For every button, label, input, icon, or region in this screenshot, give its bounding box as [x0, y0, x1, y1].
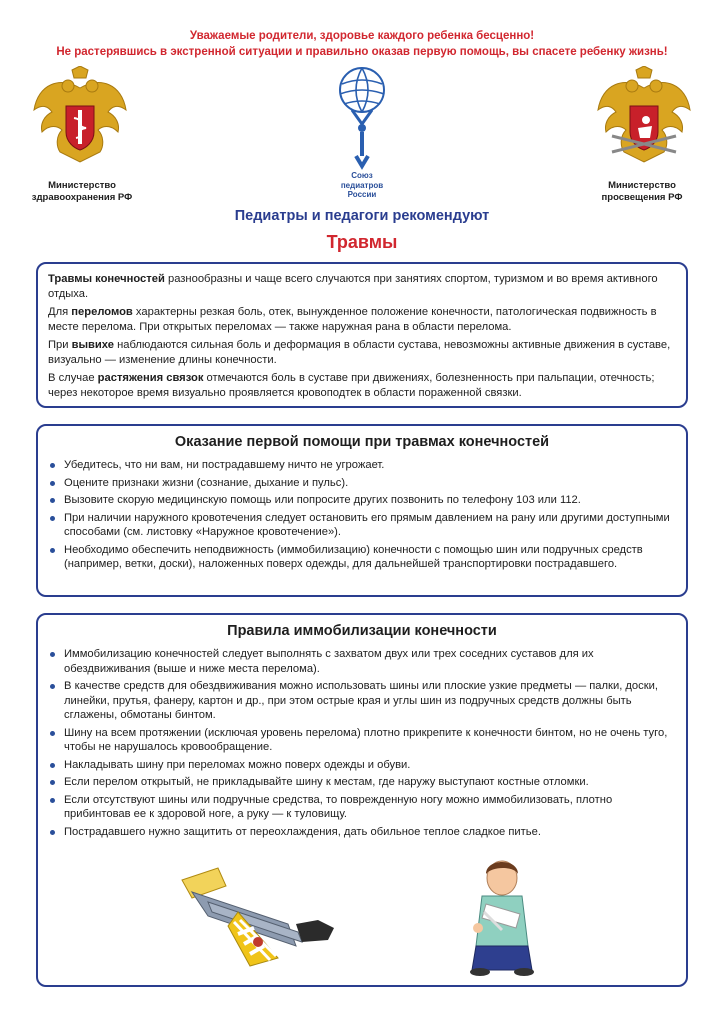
bullet-icon — [50, 731, 55, 736]
ministry-education-label: Министерство просвещения РФ — [601, 180, 683, 203]
list-item: Если отсутствуют шины или подручные средства, то поврежденную ногу можно иммобилизовать, плотно прибинтовав ее к здоровой ноге, а руку — к туловищу. — [48, 793, 676, 822]
immobilization-title: Правила иммобилизации конечности — [227, 623, 497, 639]
union-pediatricians-label: Союз педиатров России — [340, 171, 384, 199]
list-item: Пострадавшего нужно защитить от переохлаждения, дать обильное теплое сладкое питье. — [48, 825, 676, 840]
child-arm-sling-illustration-icon — [462, 856, 542, 978]
bullet-icon — [50, 516, 55, 521]
list-item: Иммобилизацию конечностей следует выполнять с захватом двух или трех соседних суставов для их обездвиживания (выше и ниже места перелома). — [48, 647, 676, 676]
list-item: Оцените признаки жизни (сознание, дыхание и пульс). — [48, 476, 676, 491]
intro-paragraph-2: Для переломов характерны резкая боль, отек, вынужденное положение конечности, патологическая подвижность в месте перелома. При открытых переломах — также наружная рана в области перелома. — [48, 306, 657, 333]
bullet-icon — [50, 463, 55, 468]
list-item: При наличии наружного кровотечения следует остановить его прямым давлением на рану или другими доступными способами (см. листовку «Наружное кровотечение»). — [48, 511, 676, 540]
first-aid-title: Оказание первой помощи при травмах конечностей — [174, 434, 550, 450]
ministry-education-emblem-icon — [594, 66, 694, 174]
header-line-1: Уважаемые родители, здоровье каждого ребенка бесценно! — [189, 30, 535, 42]
intro-box — [36, 262, 688, 408]
bullet-icon — [50, 548, 55, 553]
list-item: В качестве средств для обездвиживания можно использовать шины или плоские узкие предметы — палки, доски, линейки, прутья, фанеру, картон и др., при этом острые края и углы шин из подручных средств должны быть сглажены, обмотаны бинтом. — [48, 679, 676, 723]
list-item: Вызовите скорую медицинскую помощь или попросите других позвонить по телефону 103 или 112. — [48, 493, 676, 508]
bullet-icon — [50, 684, 55, 689]
intro-paragraph-3: При вывихе наблюдаются сильная боль и деформация в области сустава, невозможны активные движения в суставе, визуально — изменение длины конечности. — [48, 339, 671, 366]
intro-paragraph-1: Травмы конечностей разнообразны и чаще всего случаются при занятиях спортом, туризмом и во время активного отдыха. — [48, 273, 658, 300]
bullet-icon — [50, 652, 55, 657]
list-item: Если перелом открытый, не прикладывайте шину к местам, где наружу выступают костные отломки. — [48, 775, 676, 790]
first-aid-list — [48, 458, 676, 572]
list-item: Убедитесь, что ни вам, ни пострадавшему ничто не угрожает. — [48, 458, 676, 473]
bullet-icon — [50, 763, 55, 768]
list-item: Необходимо обеспечить неподвижность (иммобилизацию) конечности с помощью шин или подручных средств (например, ветки, доски), наложенных поверх одежды, для дальнейшей транспортировки пострадавшего. — [48, 543, 676, 572]
bullet-icon — [50, 798, 55, 803]
bullet-icon — [50, 830, 55, 835]
list-item: Накладывать шину при переломах можно поверх одежды и обуви. — [48, 758, 676, 773]
page-title: Травмы — [326, 232, 398, 252]
list-item: Шину на всем протяжении (исключая уровень перелома) плотно прикрепите к конечности бинтом, но не очень туго, чтобы не нарушалось кровообращение. — [48, 726, 676, 755]
subtitle: Педиатры и педагоги рекомендуют — [234, 208, 490, 224]
header-line-2: Не растерявшись в экстренной ситуации и правильно оказав первую помощь, вы спасете ребенку жизнь! — [56, 46, 668, 58]
first-aid-box — [36, 424, 688, 597]
bullet-icon — [50, 498, 55, 503]
leg-splint-illustration-icon — [178, 862, 338, 972]
immobilization-list — [48, 647, 676, 839]
union-pediatricians-logo-icon — [334, 66, 390, 170]
ministry-health-label: Министерство здравоохранения РФ — [31, 180, 133, 203]
intro-paragraph-4: В случае растяжения связок отмечаются боль в суставе при движениях, болезненность при пальпации, отечность; через некоторое время визуально проявляется кровоподтек в области пораженной связки. — [48, 372, 655, 399]
ministry-health-emblem-icon — [30, 66, 130, 174]
bullet-icon — [50, 481, 55, 486]
bullet-icon — [50, 780, 55, 785]
immobilization-box — [36, 613, 688, 987]
